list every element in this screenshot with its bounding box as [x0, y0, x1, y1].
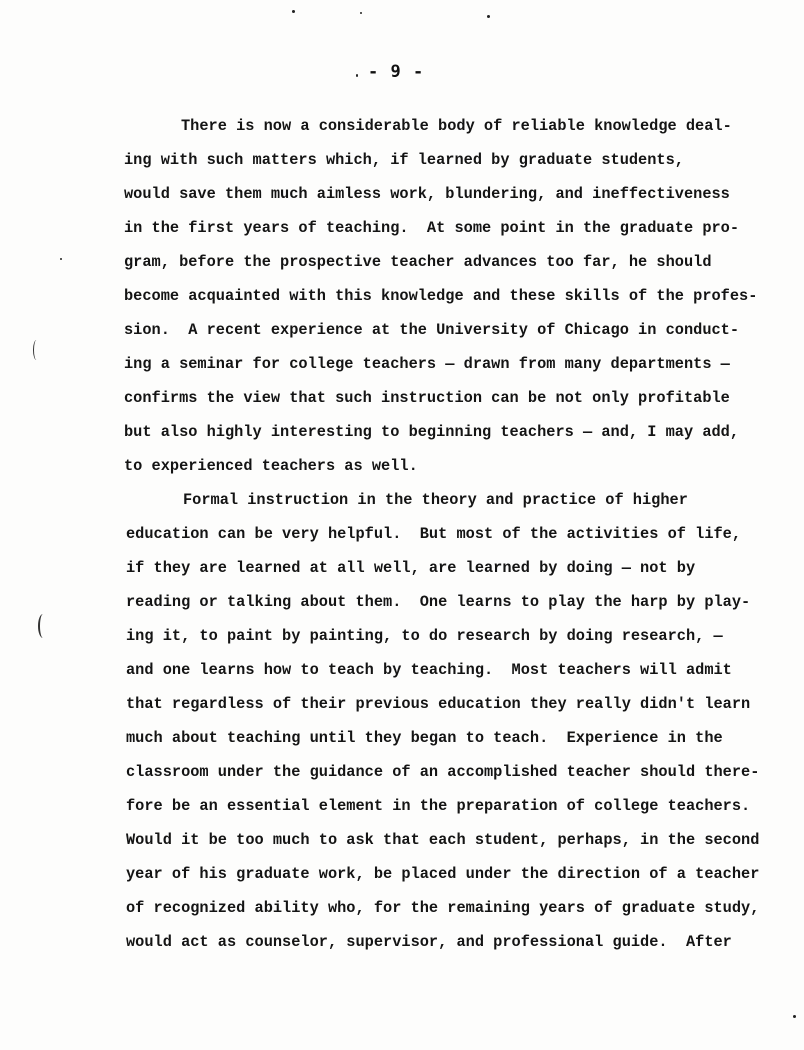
paragraph-2-line-2: education can be very helpful. But most of the activities of life,	[126, 525, 742, 543]
paragraph-2-line-13: of recognized ability who, for the remaining years of graduate study,	[126, 899, 760, 917]
paragraph-2-line-7: that regardless of their previous education they really didn't learn	[126, 695, 751, 713]
paragraph-1-line-6: become acquainted with this knowledge and these skills of the profes-	[124, 287, 758, 305]
paragraph-1-line-8: ing a seminar for college teachers — drawn from many departments —	[124, 355, 730, 373]
paragraph-1-line-4: in the first years of teaching. At some point in the graduate pro-	[124, 219, 740, 237]
paragraph-2-line-12: year of his graduate work, be placed under the direction of a teacher	[126, 865, 760, 883]
paragraph-1-line-5: gram, before the prospective teacher advances too far, he should	[124, 253, 712, 271]
scan-speck	[292, 10, 295, 13]
paragraph-1-line-11: to experienced teachers as well.	[124, 457, 418, 475]
scan-speck	[60, 258, 62, 260]
paragraph-2-line-1: Formal instruction in the theory and practice of higher	[183, 491, 688, 509]
paragraph-1-line-1: There is now a considerable body of reliable knowledge deal-	[181, 117, 732, 135]
paragraph-2-line-4: reading or talking about them. One learns to play the harp by play-	[126, 593, 751, 611]
paragraph-2-line-10: fore be an essential element in the preparation of college teachers.	[126, 797, 751, 815]
paragraph-2-line-8: much about teaching until they began to teach. Experience in the	[126, 729, 723, 747]
margin-mark	[33, 340, 40, 360]
paragraph-1-line-7: sion. A recent experience at the University of Chicago in conduct-	[124, 321, 740, 339]
margin-mark	[38, 614, 48, 638]
paragraph-1-line-2: ing with such matters which, if learned by graduate students,	[124, 151, 684, 169]
paragraph-2-line-14: would act as counselor, supervisor, and professional guide. After	[126, 933, 732, 951]
paragraph-2-line-11: Would it be too much to ask that each student, perhaps, in the second	[126, 831, 760, 849]
paragraph-2-line-9: classroom under the guidance of an accomplished teacher should there-	[126, 763, 760, 781]
scan-speck	[360, 12, 362, 14]
paragraph-2-line-5: ing it, to paint by painting, to do research by doing research, —	[126, 627, 723, 645]
paragraph-1-line-3: would save them much aimless work, blundering, and ineffectiveness	[124, 185, 730, 203]
scan-speck	[793, 1015, 796, 1018]
paragraph-1-line-10: but also highly interesting to beginning teachers — and, I may add,	[124, 423, 740, 441]
page-number: - 9 -	[368, 62, 425, 82]
paragraph-1-line-9: confirms the view that such instruction can be not only profitable	[124, 389, 730, 407]
paragraph-2-line-3: if they are learned at all well, are learned by doing — not by	[126, 559, 696, 577]
scan-speck	[487, 15, 490, 18]
scan-speck	[356, 74, 358, 77]
paragraph-2-line-6: and one learns how to teach by teaching. Most teachers will admit	[126, 661, 732, 679]
